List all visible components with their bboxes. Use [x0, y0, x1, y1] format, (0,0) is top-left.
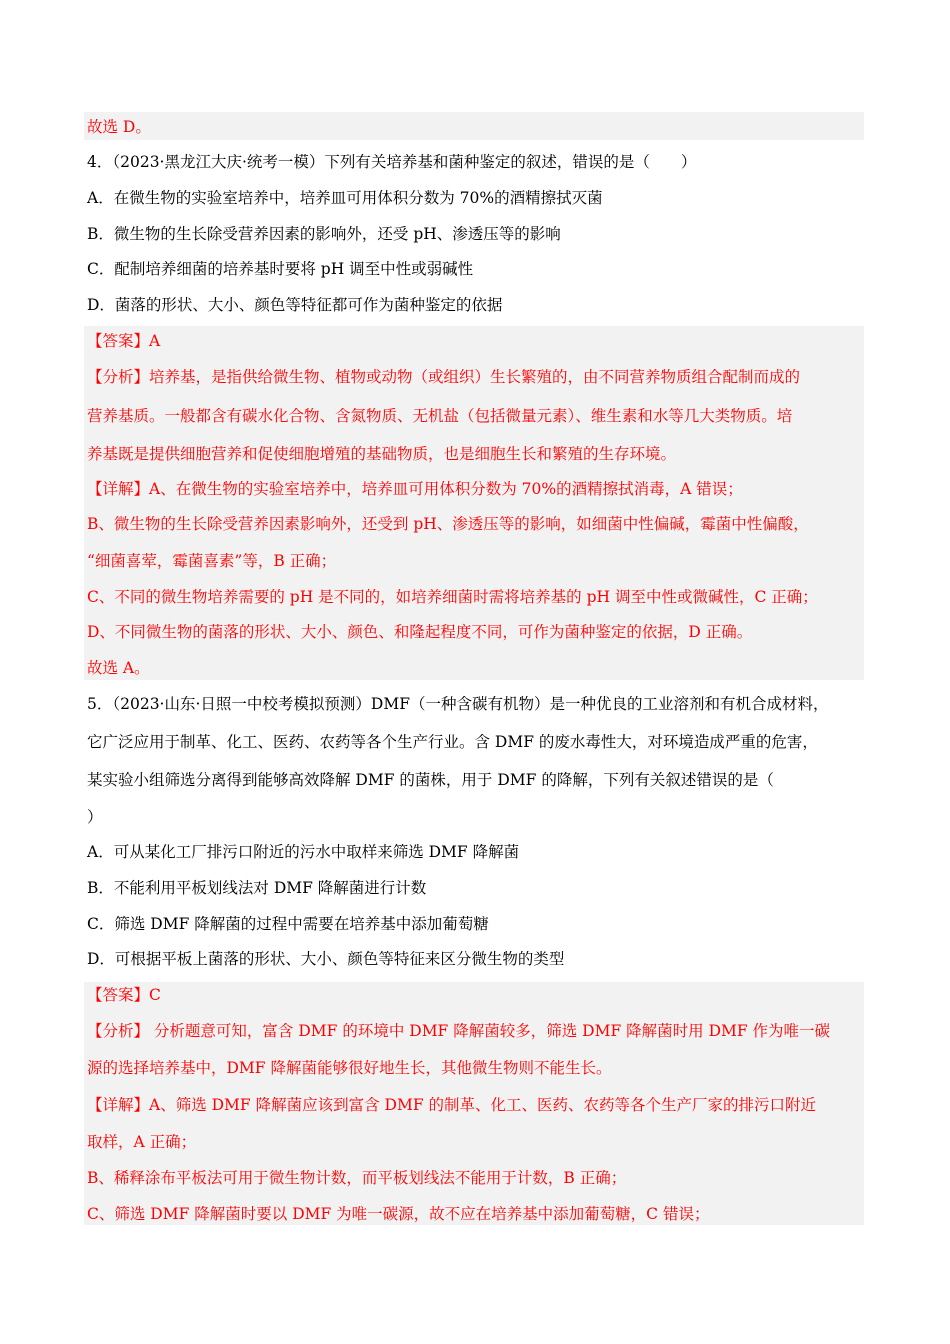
q4-option-b: B．微生物的生长除受营养因素的影响外，还受 pH、渗透压等的影响	[87, 225, 561, 243]
q4-stem: 4．（2023·黑龙江大庆·统考一模）下列有关培养基和菌种鉴定的叙述，错误的是（ ）	[87, 153, 697, 171]
closing-top: 故选 D。	[87, 118, 151, 136]
q5-stem-line: 5．（2023·山东·日照一中校考模拟预测）DMF（一种含碳有机物）是一种优良的工业溶剂和有机合成材料，	[87, 695, 829, 713]
q5-stem-line: 某实验小组筛选分离得到能够高效降解 DMF 的菌株，用于 DMF 的降解，下列有关叙述错误的是（	[87, 771, 774, 789]
q4-option-a: A．在微生物的实验室培养中，培养皿可用体积分数为 70%的酒精擦拭灭菌	[87, 189, 603, 207]
q5-stem-line: ）	[87, 808, 103, 826]
q4-analysis-line: 养基既是提供细胞营养和促使细胞增殖的基础物质，也是细胞生长和繁殖的生存环境。	[87, 445, 677, 463]
q5-option-b: B．不能利用平板划线法对 DMF 降解菌进行计数	[87, 879, 427, 897]
q4-detail-line: B、微生物的生长除受营养因素影响外，还受到 pH、渗透压等的影响，如细菌中性偏碱，霉菌中性偏酸，	[87, 515, 809, 533]
q4-option-d: D．菌落的形状、大小、颜色等特征都可作为菌种鉴定的依据	[87, 296, 503, 314]
q4-analysis-line: 营养基质。一般都含有碳水化合物、含氮物质、无机盐（包括微量元素）、维生素和水等几大类物质。培	[87, 407, 793, 425]
q5-stem-line: 它广泛应用于制革、化工、医药、农药等各个生产行业。含 DMF 的废水毒性大，对环境造成严重的危害，	[87, 733, 818, 751]
q4-option-c: C．配制培养细菌的培养基时要将 pH 调至中性或弱碱性	[87, 260, 474, 278]
q5-answer: 【答案】C	[87, 986, 161, 1004]
q5-detail-line: B、稀释涂布平板法可用于微生物计数，而平板划线法不能用于计数，B 正确；	[87, 1169, 627, 1187]
q5-detail-line: 取样，A 正确；	[87, 1133, 197, 1151]
q4-answer: 【答案】A	[87, 332, 161, 350]
q4-detail-line: C、不同的微生物培养需要的 pH 是不同的，如培养细菌时需将培养基的 pH 调至中性或微碱性，C 正确；	[87, 588, 818, 606]
q4-detail-line: “细菌喜荤，霉菌喜素”等，B 正确；	[87, 552, 337, 570]
answer-block-top	[84, 112, 864, 140]
q4-closing: 故选 A。	[87, 659, 150, 677]
q5-detail-line: 【详解】A、筛选 DMF 降解菌应该到富含 DMF 的制革、化工、医药、农药等各个生产厂家的排污口附近	[87, 1096, 817, 1114]
q5-option-c: C．筛选 DMF 降解菌的过程中需要在培养基中添加葡萄糖	[87, 915, 489, 933]
q5-analysis-line: 源的选择培养基中，DMF 降解菌能够很好地生长，其他微生物则不能生长。	[87, 1059, 612, 1077]
q4-detail-line: 【详解】A、在微生物的实验室培养中，培养皿可用体积分数为 70%的酒精擦拭消毒，A 错误；	[87, 480, 743, 498]
q4-analysis-line: 【分析】培养基，是指供给微生物、植物或动物（或组织）生长繁殖的，由不同营养物质组合配制而成的	[87, 368, 801, 386]
q5-analysis-line: 【分析】 分析题意可知，富含 DMF 的环境中 DMF 降解菌较多，筛选 DMF 降解菌时用 DMF 作为唯一碳	[87, 1022, 831, 1040]
q5-option-d: D．可根据平板上菌落的形状、大小、颜色等特征来区分微生物的类型	[87, 950, 565, 968]
q5-option-a: A．可从某化工厂排污口附近的污水中取样来筛选 DMF 降解菌	[87, 843, 520, 861]
q5-detail-line: C、筛选 DMF 降解菌时要以 DMF 为唯一碳源，故不应在培养基中添加葡萄糖，C 错误；	[87, 1205, 710, 1223]
q4-detail-line: D、不同微生物的菌落的形状、大小、颜色、和隆起程度不同，可作为菌种鉴定的依据，D 正确。	[87, 623, 753, 641]
